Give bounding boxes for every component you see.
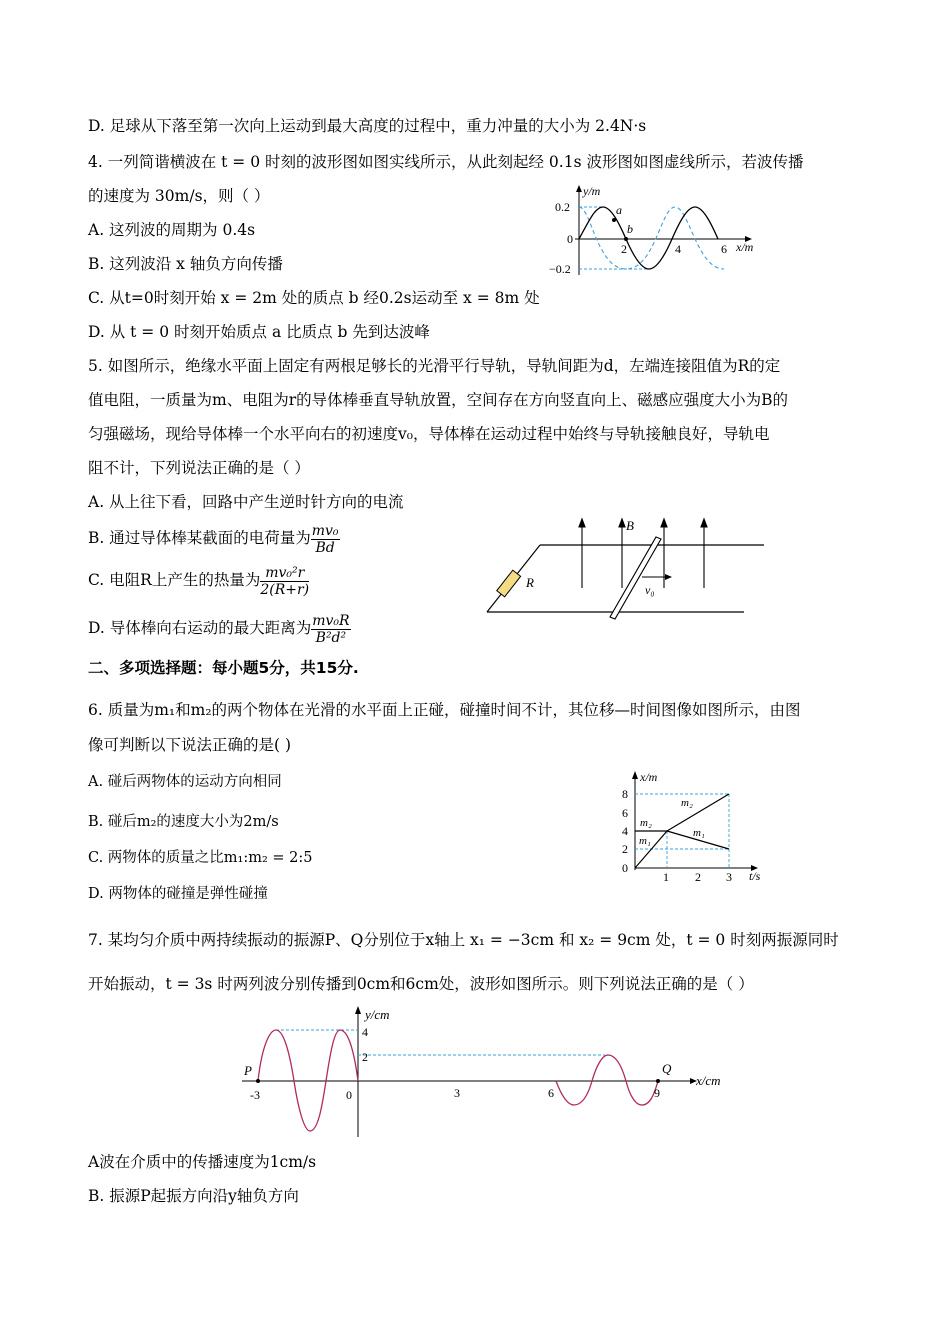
q4-point-b: b [627, 222, 633, 236]
q5-option-b [88, 520, 340, 556]
q7-x-label: x/cm [696, 1073, 721, 1088]
q4-tick-y-top: 0.2 [555, 200, 570, 214]
q6-tick-y-6: 6 [622, 806, 628, 820]
q5-option-a: A. 从上往下看，回路中产生逆时针方向的电流 [88, 493, 404, 511]
q4-y-label: y/m [583, 184, 601, 198]
q7-tick-x-3: 3 [454, 1086, 460, 1100]
q4-tick-y-bottom: −0.2 [549, 262, 571, 276]
q6-option-c: C. 两物体的质量之比m₁:m₂ = 2:5 [88, 850, 313, 866]
q5-option-c-den: 2(R+r) [260, 581, 310, 598]
q5-label-R: R [526, 575, 534, 590]
q4-option-a: A. 这列波的周期为 0.4s [88, 221, 256, 239]
q5-option-d-prefix: D. 导体棒向右运动的最大距离为 [88, 619, 312, 637]
q4-x-label: x/m [736, 240, 754, 254]
q6-label-m2-before: m₂ [640, 817, 652, 829]
q4-option-c: C. 从t=0时刻开始 x = 2m 处的质点 b 经0.2s运动至 x = 8m 处 [88, 289, 540, 307]
q4-tick-x-6: 6 [721, 242, 727, 256]
q7-tick-y-4: 4 [362, 1025, 368, 1039]
q5-option-c-prefix: C. 电阻R上产生的热量为 [88, 571, 261, 589]
q7-tick-x-neg3: -3 [250, 1088, 260, 1102]
q5-option-d [88, 610, 351, 646]
q7-tick-x-6: 6 [548, 1086, 554, 1100]
q6-origin: 0 [622, 861, 628, 875]
q5-label-v0: v₀ [645, 583, 655, 597]
q6-m2-after [667, 794, 729, 831]
q6-tick-x-2: 2 [695, 870, 701, 884]
q5-stem-line4: 阻不计，下列说法正确的是（ ） [88, 459, 310, 477]
q6-label-m2-after: m₂ [681, 797, 693, 809]
q6-option-d: D. 两物体的碰撞是弹性碰撞 [88, 886, 268, 902]
q7-label-Q: Q [662, 1061, 672, 1076]
q4-option-b: B. 这列波沿 x 轴负方向传播 [88, 255, 283, 273]
q7-option-a: A波在介质中的传播速度为1cm/s [88, 1153, 317, 1171]
q7-label-P: P [244, 1063, 252, 1078]
q4-stem-line1: 4. 一列简谐横波在 t = 0 时刻的波形图如图实线所示，从此刻起经 0.1s 波形图如图虚线所示，若波传播 [88, 153, 804, 171]
q4-solid-wave [579, 207, 718, 269]
q6-tick-x-1: 1 [663, 870, 669, 884]
q7-tick-x-0: 0 [346, 1088, 352, 1102]
q5-option-c [88, 562, 309, 598]
q7-tick-x-9: 9 [654, 1086, 660, 1100]
q5-stem-line2: 值电阻，一质量为m、电阻为r的导体棒垂直导轨放置，空间存在方向竖直向上、磁感应强度大小为B的 [88, 391, 789, 409]
q5-rod [610, 537, 661, 619]
q6-option-a: A. 碰后两物体的运动方向相同 [88, 774, 282, 790]
q4-dashed-wave [579, 207, 724, 269]
q6-label-m1-before: m₁ [639, 835, 651, 847]
q5-option-d-num: mv₀R [312, 612, 350, 629]
q7-option-b: B. 振源P起振方向沿y轴负方向 [88, 1187, 299, 1205]
q4-wave-figure [545, 183, 765, 278]
q6-tick-x-3: 3 [726, 870, 732, 884]
q3-option-d: D. 足球从下落至第一次向上运动到最大高度的过程中，重力冲量的大小为 2.4N·s [88, 117, 647, 135]
q5-stem-line3: 匀强磁场，现给导体棒一个水平向右的初速度v₀，导体棒在运动过程中始终与导轨接触良好，导轨电 [88, 425, 770, 443]
q6-label-m1-after: m₁ [693, 827, 705, 839]
q6-y-label: x/m [640, 770, 658, 784]
q6-stem-line2: 像可判断以下说法正确的是( ) [88, 736, 292, 754]
q6-x-label: t/s [749, 869, 761, 883]
q4-tick-x-4: 4 [675, 242, 681, 256]
q4-stem-line2: 的速度为 30m/s，则（ ） [88, 187, 270, 205]
q5-option-b-prefix: B. 通过导体棒某截面的电荷量为 [88, 529, 311, 547]
q6-tick-y-4: 4 [622, 824, 628, 838]
section2-heading: 二、多项选择题：每小题5分，共15分. [88, 659, 359, 677]
q4-origin: 0 [567, 232, 573, 246]
q7-stem-line1: 7. 某均匀介质中两持续振动的振源P、Q分别位于x轴上 x₁ = −3cm 和 x₂ = 9cm 处，t = 0 时刻两振源同时 [88, 931, 839, 949]
q5-option-b-num: mv₀ [311, 522, 339, 539]
q6-tick-y-2: 2 [622, 842, 628, 856]
q6-option-b: B. 碰后m₂的速度大小为2m/s [88, 814, 279, 830]
q5-resistor [497, 570, 521, 597]
q5-stem-line1: 5. 如图所示，绝缘水平面上固定有两根足够长的光滑平行导轨，导轨间距为d，左端连接阻值为R的定 [88, 357, 781, 375]
q4-option-d: D. 从 t = 0 时刻开始质点 a 比质点 b 先到达波峰 [88, 323, 430, 341]
q7-tick-y-2: 2 [362, 1050, 368, 1064]
q5-label-B: B [626, 518, 634, 533]
q7-stem-line2: 开始振动，t = 3s 时两列波分别传播到0cm和6cm处，波形如图所示。则下列说法正确的是（ ） [88, 975, 754, 993]
q5-option-b-den: Bd [315, 539, 335, 556]
q5-option-d-den: B²d² [315, 629, 347, 646]
q7-y-label: y/cm [365, 1007, 390, 1022]
q6-xt-figure [615, 768, 775, 883]
q7-wave-figure [222, 1005, 742, 1140]
q6-stem-line1: 6. 质量为m₁和m₂的两个物体在光滑的水平面上正碰，碰撞时间不计，其位移—时间图像如图所示，由图 [88, 701, 801, 719]
q4-point-a: a [616, 203, 622, 217]
q5-option-c-num: mv₀²r [260, 565, 309, 582]
q6-tick-y-8: 8 [622, 787, 628, 801]
q4-tick-x-2: 2 [621, 242, 627, 256]
q5-rail-figure [482, 515, 772, 625]
